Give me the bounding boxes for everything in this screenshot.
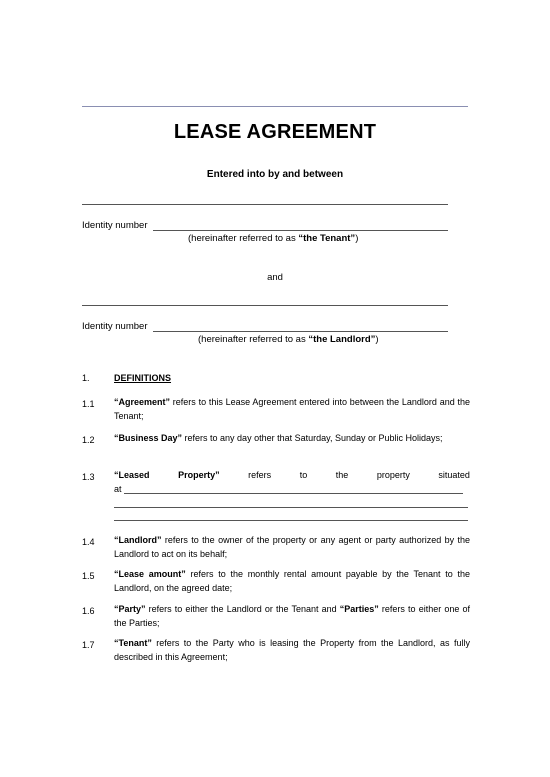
landlord-name-line[interactable] — [82, 305, 448, 306]
clause-number: 1.7 — [82, 640, 95, 650]
clause-body: refers to the Party who is leasing the Property from the Landlord, as fully described in this Agreement; — [114, 638, 470, 662]
clause-term: “Tenant” — [114, 638, 152, 648]
clause-term-word: “Leased — [114, 470, 150, 480]
tenant-ref-suffix: ) — [355, 233, 359, 244]
clause-term: “Agreement” — [114, 397, 171, 407]
landlord-ref-term: “the Landlord” — [308, 334, 376, 345]
document-subtitle: Entered into by and between — [206, 169, 344, 180]
header-rule — [82, 106, 468, 107]
clause-1-3-first-line — [114, 469, 470, 483]
clause-body: refers to any day other that Saturday, Sunday or Public Holidays; — [182, 433, 443, 443]
clause-word: refers — [248, 470, 272, 480]
clause-term-word: Property” — [178, 470, 220, 480]
clause-number: 1.3 — [82, 472, 95, 482]
clause-term: “Lease amount” — [114, 569, 186, 579]
clause-term: “Landlord” — [114, 535, 162, 545]
and-text: and — [267, 272, 283, 283]
clause-term: “Parties” — [339, 604, 379, 614]
landlord-reference — [198, 334, 379, 345]
property-address-line-3[interactable] — [114, 520, 468, 521]
tenant-reference — [188, 233, 358, 244]
clause-word: to — [299, 470, 308, 480]
clause-1-6 — [114, 603, 470, 630]
clause-term: “Party” — [114, 604, 146, 614]
tenant-ref-term: “the Tenant” — [298, 233, 356, 244]
clause-body: refers to either one of the Parties; — [114, 604, 470, 628]
clause-body: refers to this Lease Agreement entered into between the Landlord and the Tenant; — [114, 397, 470, 421]
landlord-identity-label: Identity number — [82, 321, 148, 332]
tenant-identity-label: Identity number — [82, 220, 148, 231]
landlord-ref-suffix: ) — [375, 334, 379, 345]
tenant-ref-prefix: (hereinafter referred to as — [188, 233, 299, 244]
clause-1-3-tail: at — [114, 484, 122, 494]
clause-1-2 — [114, 432, 470, 446]
property-address-line-1[interactable] — [124, 493, 463, 494]
document-title: LEASE AGREEMENT — [173, 121, 377, 143]
clause-term: “Business Day” — [114, 433, 183, 443]
clause-1-5 — [114, 568, 470, 595]
clause-body: refers to either the Landlord or the Tenant and — [145, 604, 340, 614]
tenant-name-line[interactable] — [82, 204, 448, 205]
clause-number: 1.1 — [82, 399, 95, 409]
clause-word: the — [335, 470, 349, 480]
landlord-ref-prefix: (hereinafter referred to as — [198, 334, 309, 345]
section-heading: DEFINITIONS — [114, 373, 172, 383]
tenant-identity-line[interactable] — [153, 230, 448, 231]
clause-1-4 — [114, 534, 470, 561]
clause-word: property — [376, 470, 410, 480]
clause-number: 1.6 — [82, 606, 95, 616]
clause-1-1 — [114, 396, 470, 423]
clause-body: refers to the monthly rental amount payable by the Tenant to the Landlord, on the agreed date; — [114, 569, 470, 593]
section-number: 1. — [82, 373, 90, 383]
clause-word: situated — [438, 470, 470, 480]
clause-number: 1.5 — [82, 571, 95, 581]
clause-number: 1.2 — [82, 435, 95, 445]
clause-number: 1.4 — [82, 537, 95, 547]
property-address-line-2[interactable] — [114, 507, 468, 508]
landlord-identity-line[interactable] — [153, 331, 448, 332]
clause-1-7 — [114, 637, 470, 664]
clause-body: refers to the owner of the property or any agent or party authorized by the Landlord to act on its behalf; — [114, 535, 470, 559]
